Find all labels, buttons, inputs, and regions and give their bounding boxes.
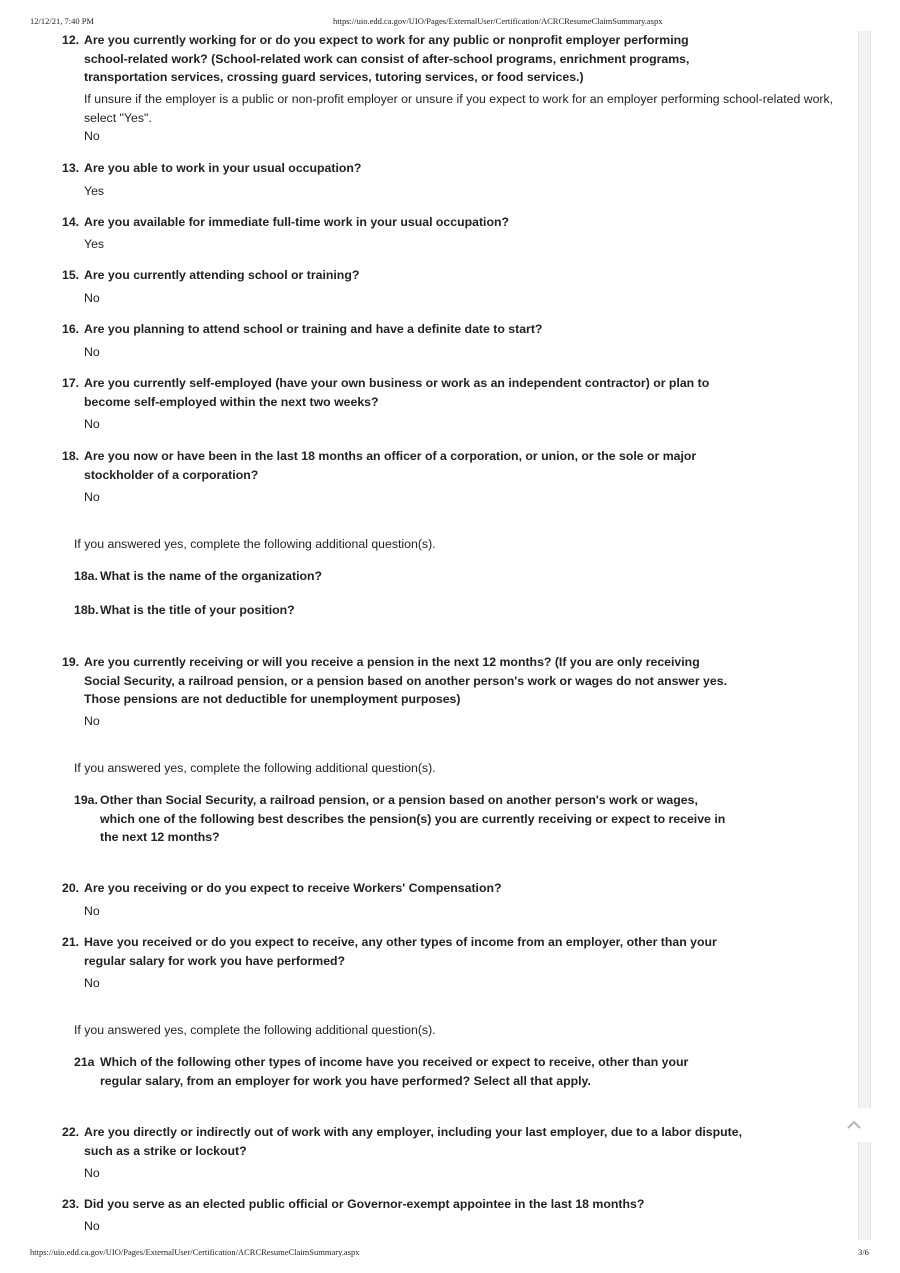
question-number: 18b. (74, 603, 99, 617)
question-number: 22. (62, 1125, 80, 1139)
question-18a (74, 567, 774, 586)
question-number: 23. (62, 1197, 80, 1211)
question-text: Are you currently working for or do you expect to work for any public or nonprofit employer performing school-related work? (School-related work can consist of after-school programs, enrichment programs, transportation services, crossing guard services, tutoring services, or food services.) (84, 33, 690, 84)
question-text: What is the title of your position? (100, 603, 295, 617)
question-number: 17. (62, 376, 80, 390)
question-number: 12. (62, 33, 80, 47)
question-20 (62, 879, 822, 898)
question-text: Which of the following other types of income have you received or expect to receive, other than your regular salary, from an employer for work you have performed? Select all that apply. (100, 1055, 689, 1088)
question-number: 13. (62, 161, 80, 175)
question-19-followup-note: If you answered yes, complete the following additional question(s). (74, 761, 436, 775)
question-number: 19a. (74, 793, 98, 807)
question-22 (62, 1123, 742, 1160)
question-text: Are you currently receiving or will you receive a pension in the next 12 months? (If you are only receiving Social Security, a railroad pension, or a pension based on another person's work or wages do not answer yes. Those pensions are not deductible for unemployment purposes) (84, 655, 727, 706)
scrollbar-track-lower[interactable] (858, 1142, 871, 1240)
question-number: 21a (74, 1055, 95, 1069)
scrollbar-track-upper[interactable] (858, 31, 871, 1108)
question-number: 18a. (74, 569, 98, 583)
question-text: Did you serve as an elected public official or Governor-exempt appointee in the last 18 months? (84, 1197, 645, 1211)
question-number: 18. (62, 449, 80, 463)
question-17 (62, 374, 742, 411)
question-18-answer: No (84, 490, 100, 504)
question-12-answer: No (84, 129, 100, 143)
question-23 (62, 1195, 822, 1214)
question-text: Are you receiving or do you expect to receive Workers' Compensation? (84, 881, 502, 895)
question-16 (62, 320, 822, 339)
question-15-answer: No (84, 291, 100, 305)
question-13-answer: Yes (84, 184, 105, 198)
question-text: Are you now or have been in the last 18 months an officer of a corporation, or union, or the sole or major stockholder of a corporation? (84, 449, 697, 482)
question-12 (62, 31, 722, 87)
question-13 (62, 159, 822, 178)
question-14 (62, 213, 822, 232)
question-text: Other than Social Security, a railroad pension, or a pension based on another person's work or wages, which one of the following best describes the pension(s) you are currently receiving or expect to receive in the next 12 months? (100, 793, 726, 844)
question-text: Are you currently self-employed (have your own business or work as an independent contractor) or plan to become self-employed within the next two weeks? (84, 376, 710, 409)
question-text: Are you directly or indirectly out of work with any employer, including your last employer, due to a labor dispute, such as a strike or lockout? (84, 1125, 743, 1158)
question-21 (62, 933, 747, 970)
question-19-answer: No (84, 714, 100, 728)
question-number: 16. (62, 322, 80, 336)
question-17-answer: No (84, 417, 100, 431)
question-text: Are you planning to attend school or training and have a definite date to start? (84, 322, 543, 336)
question-text: Are you able to work in your usual occupation? (84, 161, 362, 175)
question-12-hint: If unsure if the employer is a public or non-profit employer or unsure if you expect to work for an employer performing school-related work, select "Yes". (84, 92, 834, 125)
question-number: 19. (62, 655, 80, 669)
page-number: 3/6 (858, 1247, 869, 1257)
question-18 (62, 447, 747, 484)
print-footer-url: https://uio.edd.ca.gov/UIO/Pages/ExternalUser/Certification/ACRCResumeClaimSummary.aspx (30, 1247, 360, 1257)
question-21-answer: No (84, 976, 100, 990)
question-number: 14. (62, 215, 80, 229)
question-number: 15. (62, 268, 80, 282)
question-21a (74, 1053, 724, 1090)
question-20-answer: No (84, 904, 100, 918)
scroll-to-top-icon[interactable] (846, 1118, 862, 1130)
question-text: Are you currently attending school or training? (84, 268, 360, 282)
question-text: Are you available for immediate full-time work in your usual occupation? (84, 215, 510, 229)
question-18-followup-note: If you answered yes, complete the following additional question(s). (74, 537, 436, 551)
question-18b (74, 601, 774, 620)
question-text: What is the name of the organization? (100, 569, 323, 583)
print-header-url: https://uio.edd.ca.gov/UIO/Pages/ExternalUser/Certification/ACRCResumeClaimSummary.aspx (333, 16, 663, 26)
question-15 (62, 266, 822, 285)
question-text: Have you received or do you expect to receive, any other types of income from an employer, other than your regular salary for work you have performed? (84, 935, 717, 968)
question-19a (74, 791, 734, 847)
question-22-answer: No (84, 1166, 100, 1180)
question-14-answer: Yes (84, 237, 105, 251)
question-23-answer: No (84, 1219, 100, 1233)
question-number: 21. (62, 935, 80, 949)
print-date: 12/12/21, 7:40 PM (30, 16, 94, 26)
question-19 (62, 653, 727, 709)
question-number: 20. (62, 881, 80, 895)
question-16-answer: No (84, 345, 100, 359)
question-21-followup-note: If you answered yes, complete the following additional question(s). (74, 1023, 436, 1037)
